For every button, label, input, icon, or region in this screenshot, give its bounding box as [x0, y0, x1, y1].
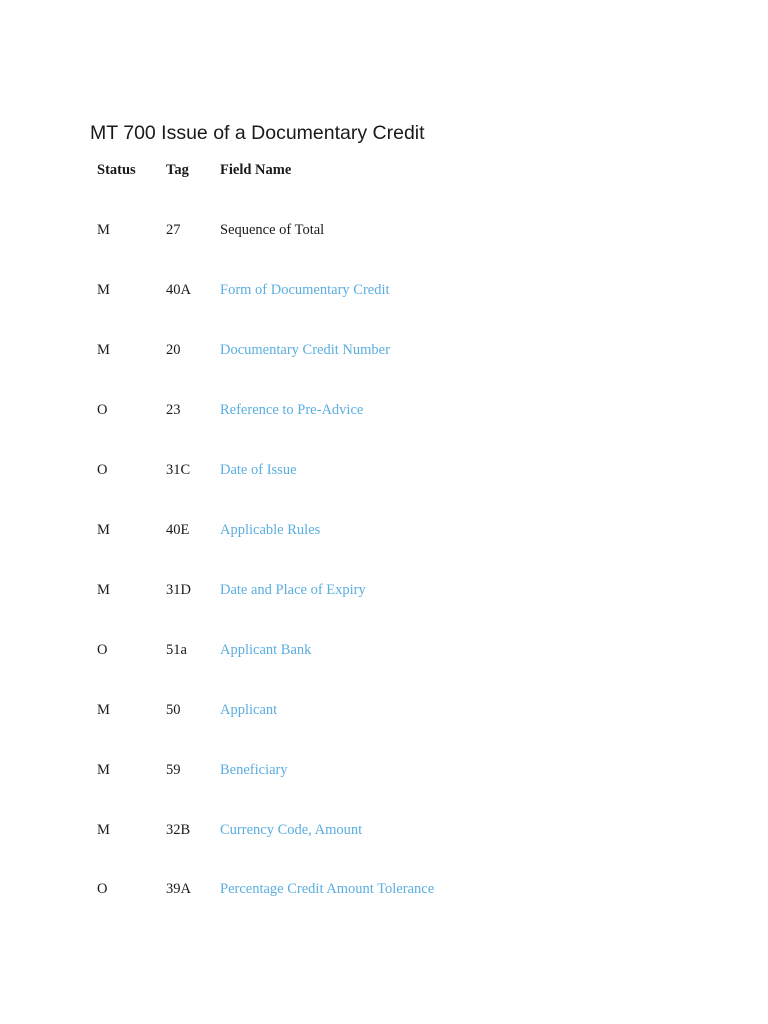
table-row [97, 398, 657, 458]
status-cell: M [97, 702, 110, 718]
tag-cell: 40E [166, 522, 190, 538]
table-row [97, 818, 657, 878]
status-cell: O [97, 402, 108, 418]
status-cell: M [97, 342, 110, 358]
field-table [97, 158, 657, 902]
tag-cell: 32B [166, 822, 191, 838]
tag-cell: 50 [166, 702, 181, 718]
field-name-link[interactable]: Applicable Rules [220, 522, 321, 538]
table-header-row [97, 158, 657, 182]
field-name-link[interactable]: Date of Issue [220, 462, 297, 478]
field-name-link[interactable]: Form of Documentary Credit [220, 282, 390, 298]
table-row [97, 458, 657, 518]
tag-cell: 27 [166, 222, 181, 238]
tag-cell: 39A [166, 881, 191, 897]
tag-cell: 31C [166, 462, 191, 478]
field-name-link[interactable]: Beneficiary [220, 762, 288, 778]
page-title: MT 700 Issue of a Documentary Credit [90, 122, 425, 144]
status-cell: M [97, 522, 110, 538]
tag-cell: 51a [166, 642, 187, 658]
field-name-link[interactable]: Date and Place of Expiry [220, 582, 366, 598]
status-cell: O [97, 462, 108, 478]
status-cell: M [97, 822, 110, 838]
tag-column-header: Tag [166, 162, 189, 178]
table-row [97, 638, 657, 698]
field-name-link[interactable]: Percentage Credit Amount Tolerance [220, 881, 435, 897]
status-cell: O [97, 642, 108, 658]
tag-cell: 23 [166, 402, 181, 418]
field-name-link[interactable]: Reference to Pre-Advice [220, 402, 364, 418]
tag-cell: 20 [166, 342, 181, 358]
table-row [97, 278, 657, 338]
status-cell: M [97, 222, 110, 238]
table-row [97, 218, 657, 278]
field-name-link[interactable]: Documentary Credit Number [220, 342, 390, 358]
status-cell: M [97, 282, 110, 298]
status-column-header: Status [97, 162, 136, 178]
table-row [97, 758, 657, 818]
field-name-cell: Sequence of Total [220, 222, 325, 238]
field-name-link[interactable]: Applicant [220, 702, 278, 718]
table-row [97, 338, 657, 398]
table-row [97, 877, 657, 901]
tag-cell: 59 [166, 762, 181, 778]
table-row [97, 578, 657, 638]
status-cell: M [97, 762, 110, 778]
status-cell: O [97, 881, 108, 897]
tag-cell: 40A [166, 282, 191, 298]
tag-cell: 31D [166, 582, 191, 598]
status-cell: M [97, 582, 110, 598]
field-name-link[interactable]: Currency Code, Amount [220, 822, 363, 838]
field-name-column-header: Field Name [220, 162, 292, 178]
field-name-link[interactable]: Applicant Bank [220, 642, 312, 658]
table-row [97, 518, 657, 578]
table-row [97, 698, 657, 758]
